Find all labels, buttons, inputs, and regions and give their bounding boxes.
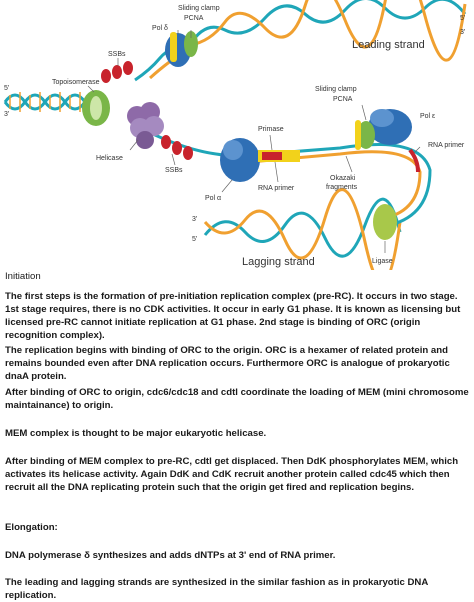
label-three-prime-top-right: 3' (460, 29, 466, 36)
label-pol-delta: Pol δ (152, 25, 168, 32)
ssbs-bottom-cluster (161, 135, 193, 160)
pol-delta-shape (165, 31, 198, 67)
paragraph-pol-delta: DNA polymerase δ synthesizes and adds dNTPs at 3' end of RNA primer. (5, 550, 336, 561)
label-primase: Primase (258, 126, 284, 133)
paragraph-pre-rc: The first steps is the formation of pre-initiation replication complex (pre-RC). It occurs in two stage. 1st stage requires, there is no CDK activities. It occur in early G1 phase. It is known as licensing but licensed pre-RC cannot initiate replication at G1 phase. 2nd stage is binding of ORC (origin recognition complex). (5, 291, 461, 341)
label-rna-primer-mid: RNA primer (258, 185, 295, 192)
initiation-heading: Initiation (5, 271, 41, 282)
label-pol-alpha: Pol α (205, 195, 222, 202)
label-pcna-top: PCNA (184, 15, 204, 22)
paragraph-ddk: After binding of MEM complex to pre-RC, cdtl get displaced. Then DdK phosphorylates MEM, which activates its helicase activity. Again DdK and CdK recruit another protein called cdc45 which then recruit all the DNA replicating protein such that the origin get fired and replication begins. (5, 456, 459, 493)
label-pcna-right: PCNA (333, 96, 353, 103)
parental-dna-helix (5, 92, 85, 112)
label-sliding-clamp-right: Sliding clamp (315, 86, 357, 93)
label-okazaki-line2: fragments (326, 184, 358, 191)
label-rna-primer-right: RNA primer (428, 142, 465, 149)
ligase-shape (373, 204, 397, 240)
label-ligase: Ligase (372, 258, 393, 265)
label-ssbs-top: SSBs (108, 51, 126, 58)
pol-epsilon-shape (355, 109, 412, 150)
label-five-prime-top-right: 5' (460, 15, 466, 22)
paragraph-mem-helicase: MEM complex is thought to be major eukaryotic helicase. (5, 428, 267, 439)
label-leading-strand: Leading strand (352, 39, 425, 51)
pol-alpha-shape (220, 138, 300, 182)
label-topoisomerase: Topoisomerase (52, 79, 100, 86)
ssbs-top-cluster (101, 61, 133, 83)
label-three-prime-left: 3' (4, 111, 10, 118)
dna-replication-figure (0, 0, 474, 270)
paragraph-cdc6: After binding of ORC to origin, cdc6/cdc18 and cdtl coordinate the loading of MEM (mini chromosome maintainance) to origin. (5, 387, 469, 411)
label-three-prime-bottom: 3' (192, 216, 198, 223)
label-lagging-strand: Lagging strand (242, 256, 315, 268)
topoisomerase-shape (82, 90, 110, 126)
label-okazaki-line1: Okazaki (330, 175, 356, 182)
label-five-prime-left: 5' (4, 85, 10, 92)
helicase-shape (127, 102, 164, 149)
label-ssbs-bottom: SSBs (165, 167, 183, 174)
label-sliding-clamp-top: Sliding clamp (178, 5, 220, 12)
label-five-prime-bottom: 5' (192, 236, 198, 243)
paragraph-strands: The leading and lagging strands are synthesized in the similar fashion as in prokaryotic DNA replication. (5, 577, 428, 601)
paragraph-orc: The replication begins with binding of ORC to the origin. ORC is a hexamer of related protein and remains bounded even after DNA replication occurs. Furthermore ORC is analogue of prokaryotic dnaA protein. (5, 345, 450, 382)
elongation-heading: Elongation: (5, 522, 58, 533)
label-helicase: Helicase (96, 155, 123, 162)
label-pol-epsilon: Pol ε (420, 113, 436, 120)
